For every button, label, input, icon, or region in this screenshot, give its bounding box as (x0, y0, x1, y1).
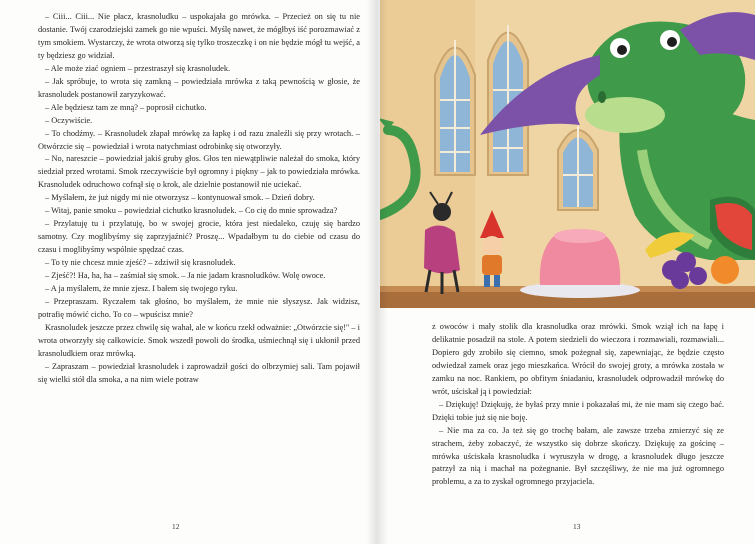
paragraph: – Witaj, panie smoku – powiedział cichutko krasnoludek. – Co cię do mnie sprowadza? (45, 206, 338, 216)
paragraph: – Myślałem, że już nigdy mi nie otworzysz – kontynuował smok. – Dzień dobry. (45, 193, 315, 203)
paragraph: – To ty nie chcesz mnie zjeść? – zdziwił się krasnoludek. (45, 258, 236, 268)
paragraph: – Przepraszam. Ryczałem tak głośno, bo myślałem, że mnie nie słyszysz. Jak widzisz, potrafię mówić cicho. To co – wpuścisz mnie? (38, 296, 360, 319)
page-number-right: 13 (573, 522, 581, 531)
paragraph: – Oczywiście. (45, 115, 93, 125)
paragraph: – Ale będziesz tam ze mną? – poprosił cichutko. (45, 102, 207, 112)
story-illustration (380, 0, 755, 308)
paragraph: – Zjeść?! Ha, ha, ha – zaśmiał się smok. – Ja nie jadam krasnoludków. Wolę owoce. (45, 271, 326, 281)
left-page-text (38, 11, 360, 387)
left-page (0, 0, 377, 544)
paragraph: – To chodźmy. – Krasnoludek złapał mrówkę za łapkę i od razu znaleźli się przy wrotach. – Otwórzcie się – powiedział i wrota natychmiast odrobinkę się otworzyły. (38, 128, 360, 151)
paragraph: – A ja myślałem, że mnie zjesz. I bałem się twojego ryku. (45, 284, 238, 294)
paragraph: z owoców i mały stolik dla krasnoludka oraz mrówki. Smok wziął ich na łapę i delikatnie posadził na stole. A potem siedzieli do wieczora i rozmawiali, rozmawiali... Dopiero gdy zrobiło się ciemno, smok pożegnał się, zapewniając, że będzie często odwiedzał zamek oraz jego mieszkańca. Wrócił do swojej groty, a mrówka została w zamku na noc. Rankiem, po obfitym śniadaniu, krasnoludek odprowadził mrówkę do wrót, uściskał ją i powiedział: (432, 322, 724, 396)
paragraph: Krasnoludek jeszcze przez chwilę się wahał, ale w końcu rzekł odważnie: „Otwórzcie się!" – i wrota otworzyły się całkowicie. Smok wszedł powoli do środka, uśmiechnął się i ukłonił przed krasnoludkiem oraz mrówką. (38, 322, 360, 358)
window-icon (435, 40, 475, 175)
page-number-left: 12 (172, 522, 180, 531)
paragraph: – Ale może ziać ogniem – przestraszył się krasnoludek. (45, 63, 231, 73)
right-page-text (432, 321, 724, 489)
window-icon (558, 126, 598, 210)
paragraph: – Jak spróbuje, to wrota się zamkną – powiedziała mrówka z taką pewnością w głosie, że krasnoludek postanowił zaryzykować. (38, 76, 360, 99)
paragraph: – Nie ma za co. Ja też się go trochę bałam, ale zawsze trzeba zmierzyć się ze strachem, żeby zobaczyć, że wszystko się dobrze skończy. Dziękuję za gościnę – mrówka uściskała krasnoludka i wyruszyła w drogę, a krasnoludek długo jeszcze patrzył za nią i machał na pożegnanie. Był szczęśliwy, że nie ma już ogromnego problemu, a za to zyskał ogromnego przyjaciela. (432, 425, 724, 487)
paragraph: – Przylatuję tu i przylatuję, bo w swojej grocie, która jest niedaleko, czuję się bardzo samotny. Czy moglibyśmy się zaprzyjaźnić? Proszę... Wpadałbym tu do ciebie od czasu do czasu i moglibyśmy wspólnie spędzać czas. (38, 219, 360, 255)
paragraph: – Ciii... Ciii... Nie płacz, krasnoludku – uspokajała go mrówka. – Przecież on się tu nie dostanie. Twój czarodziejski zamek go nie wpuści. Myślę nawet, że mógłbyś iść porozmawiać z tym smokiem. Wystarczy, że wrota otworzą się tylko troszeczkę i on nie będzie mógł tu wejść, a ty będziesz go widział. (38, 12, 360, 60)
book-gutter (366, 0, 388, 544)
paragraph: – Zapraszam – powiedział krasnoludek i zaprowadził gości do olbrzymiej sali. Tam pojawił się wielki stół dla smoka, a na nim wiele potraw (38, 361, 360, 384)
paragraph: – No, nareszcie – powiedział jakiś gruby głos. Głos ten niewątpliwie należał do smoka, który siedział przed wrotami. Smok rzeczywiście był ogromny i piękny – jak to powiedziała mrówka. Krasnoludek odruchowo cofnął się o krok, ale dzielnie postanowił nie uciekać. (38, 154, 360, 190)
paragraph: – Dziękuję! Dziękuję, że byłaś przy mnie i pokazałaś mi, że nie mam się czego bać. Dzięki tobie już się nie boję. (432, 399, 724, 422)
dragon-ant-gnome-illustration-icon (380, 0, 755, 308)
